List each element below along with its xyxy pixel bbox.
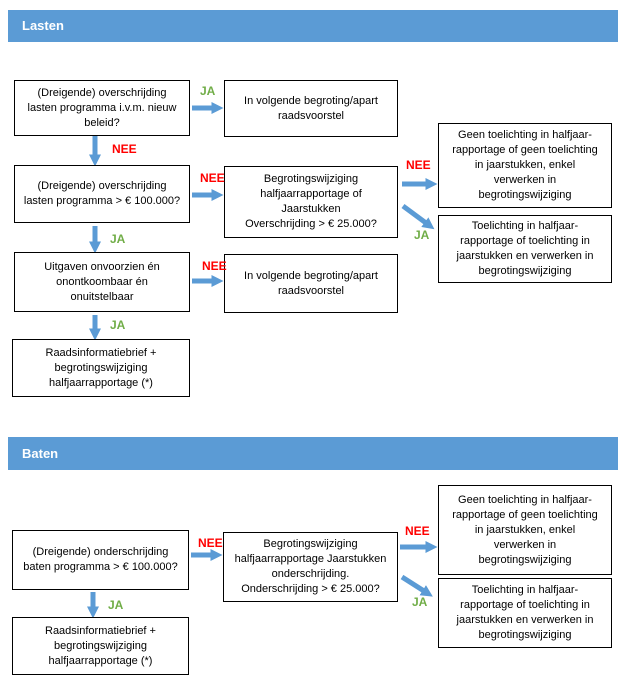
flow-box-text: lasten programma > € 100.000? [23,195,181,207]
flow-box-b1 [12,530,189,590]
flow-box-text: Raadsinformatiebrief + [45,624,156,637]
flow-box-m3 [224,254,398,313]
edge-label-ja-b1-b2: JA [108,598,124,612]
flow-box-text: beleid? [84,116,120,129]
flow-box-text: onontkoombaar én [56,275,148,288]
flow-box-text: (Dreigende) overschrijding [37,86,167,99]
flow-box-r2 [438,215,612,283]
flow-box-text: onuitstelbaar [70,290,134,303]
flow-box-text: In volgende begroting/apart [244,269,378,282]
flow-box-m1 [224,80,398,137]
flow-box-bm [223,532,398,602]
flow-box-text: (Dreigende) overschrijding [37,180,167,192]
flow-box-text: Geen toelichting in halfjaar- [458,129,592,141]
flow-box-text: baten programma > € 100.000? [23,561,178,573]
edge-label-ja-l3-l4: JA [110,318,126,332]
flow-box-text: jaarstukken en verwerken in [456,614,594,626]
flow-box-l3 [14,252,190,312]
flow-box-text: begrotingswijziging [54,361,148,374]
edge-label-nee-b1-bm: NEE [198,536,223,550]
flow-box-text: Jaarstukken [281,203,341,215]
flow-box-l1 [14,80,190,136]
flow-box-l2 [14,165,190,223]
flow-box-text: begrotingswijziging [478,189,572,201]
flow-box-text: Onderschrijding > € 25.000? [241,583,380,595]
flow-box-m2 [224,166,398,238]
flow-box-text: verwerken in [493,538,557,551]
flow-box-text: Geen toelichting in halfjaar- [458,493,592,506]
edge-label-nee-l3-m3: NEE [202,259,227,273]
flow-box-b2 [12,617,189,675]
flow-arrow-m2-r2 [403,206,426,223]
section-header-baten: Baten [8,437,618,470]
flow-box-text: rapportage of toelichting in [460,235,590,247]
flow-box-text: (Dreigende) onderschrijding [32,546,169,558]
flow-box-br1 [438,485,612,575]
flow-box-l4 [12,339,190,397]
flow-box-br2 [438,578,612,648]
edge-label-nee-m2-r1: NEE [406,158,431,172]
flow-box-text: rapportage of geen toelichting [452,144,598,156]
flow-box-text: Overschrijding > € 25.000? [245,218,377,230]
flow-box-text: halfjaarrapportage of [260,188,362,200]
flow-box-text: in jaarstukken, enkel [474,523,576,536]
flow-box-text: Raadsinformatiebrief + [45,346,157,359]
edge-label-ja-l1-m1: JA [200,84,216,98]
edge-label-nee-l2-m2: NEE [200,171,225,185]
flow-arrow-bm-br2 [402,577,424,591]
flow-box-text: begrotingswijziging [478,265,572,277]
flow-box-text: Uitgaven onvoorzien én [44,260,160,273]
flow-box-text: Toelichting in halfjaar- [471,584,579,596]
edge-label-ja-m2-r2: JA [414,228,430,242]
flow-box-text: in jaarstukken, enkel [474,159,576,171]
edge-label-nee-bm-br1: NEE [405,524,430,538]
flow-box-text: Begrotingswijziging [263,538,358,550]
section-header-lasten: Lasten [8,10,618,42]
flow-box-text: begrotingswijziging [478,629,572,641]
flow-box-text: Toelichting in halfjaar- [471,220,579,232]
flow-box-r1 [438,123,612,208]
flow-box-text: onderschrijding. [271,568,350,580]
flow-box-text: raadsvoorstel [277,109,345,122]
flow-box-text: halfjaarrapportage Jaarstukken [234,553,387,565]
edge-label-ja-bm-br2: JA [412,595,428,609]
flow-box-text: In volgende begroting/apart [244,94,378,107]
flow-box-text: rapportage of geen toelichting [452,508,598,521]
flow-box-text: lasten programma i.v.m. nieuw [27,101,177,114]
flow-box-text: begrotingswijziging [54,639,147,652]
flow-box-text: halfjaarrapportage (*) [48,654,153,667]
flow-box-text: jaarstukken en verwerken in [456,250,594,262]
edge-label-nee-l1-l2: NEE [112,142,137,156]
flow-box-text: halfjaarrapportage (*) [49,376,153,389]
flow-box-text: raadsvoorstel [277,284,345,297]
flow-box-text: begrotingswijziging [478,553,572,566]
edge-label-ja-l2-l3: JA [110,232,126,246]
flow-box-text: rapportage of toelichting in [460,599,590,611]
flow-box-text: Begrotingswijziging [263,173,359,185]
flow-box-text: verwerken in [493,174,557,186]
